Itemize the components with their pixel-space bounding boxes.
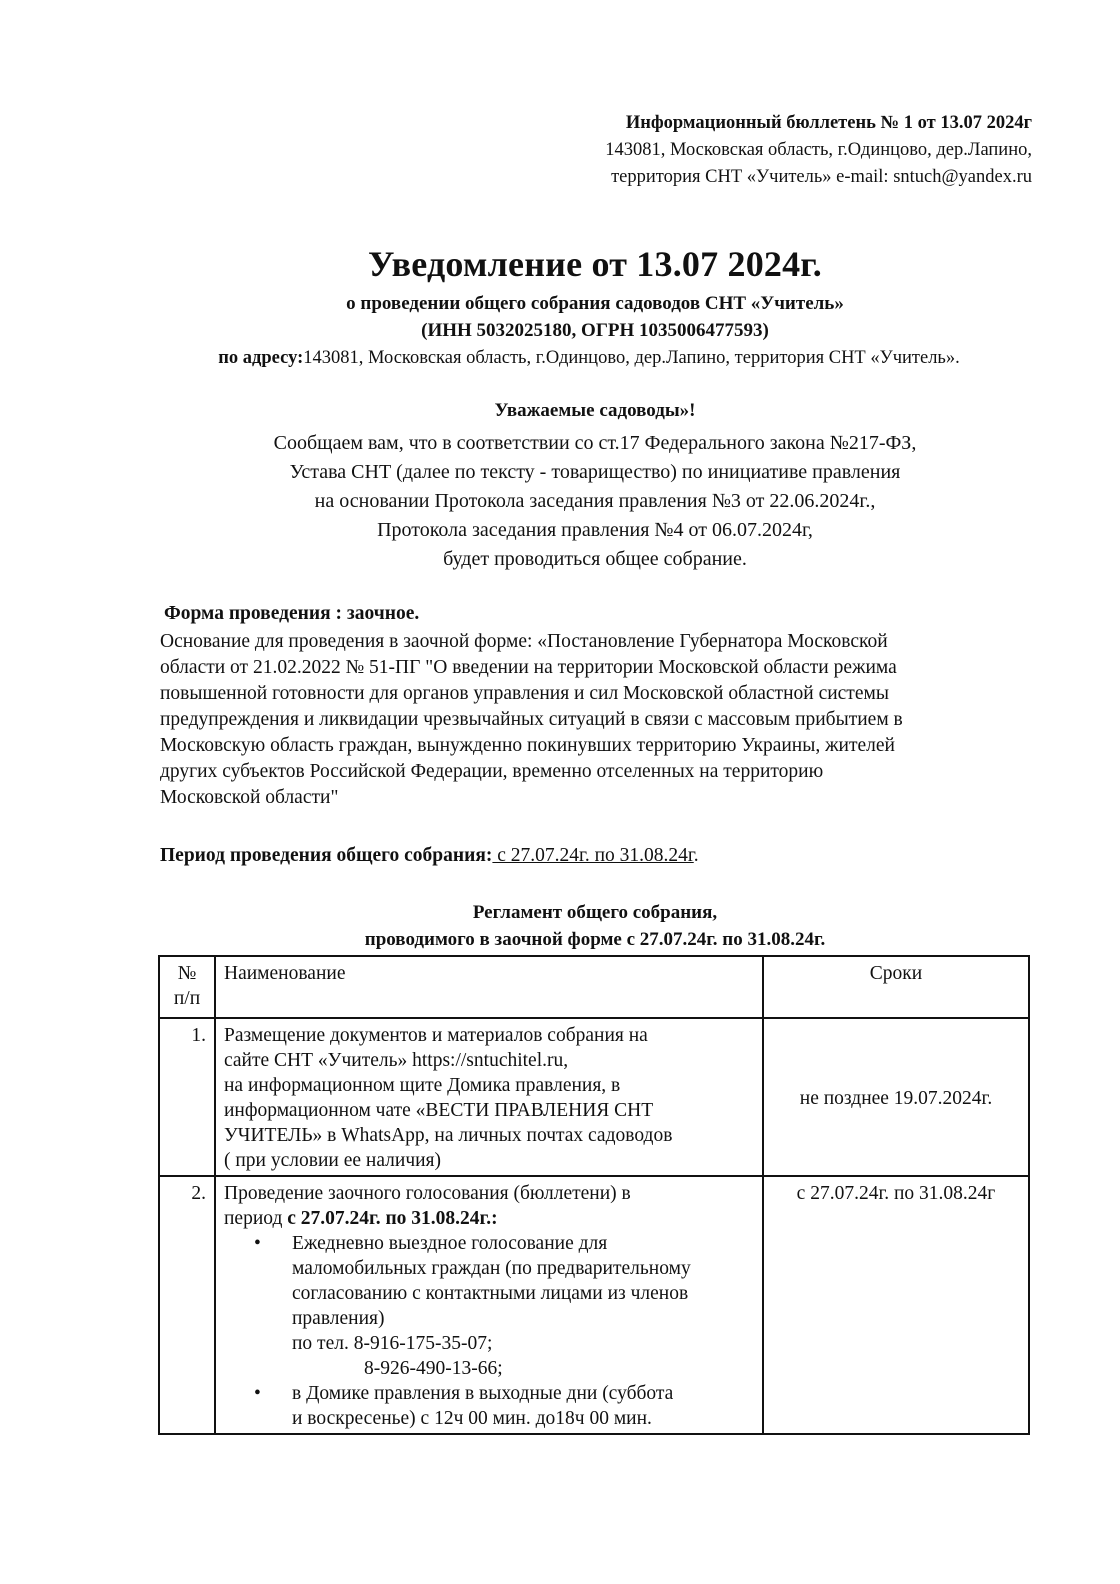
notice-ids: (ИНН 5032025180, ОГРН 1035006477593) bbox=[421, 320, 769, 341]
greeting: Уважаемые садоводы»! bbox=[494, 400, 696, 421]
form-basis bbox=[160, 629, 1040, 811]
basis-line: других субъектов Российской Федерации, временно отселенных на территорию bbox=[160, 761, 824, 782]
header-num-sub: п/п bbox=[173, 988, 201, 1009]
bullet-icon: • bbox=[254, 1383, 261, 1404]
desc-line: Проведение заочного голосования (бюллетени) в bbox=[224, 1183, 631, 1204]
bulletin-contact: территория СНТ «Учитель» e-mail: sntuch@yandex.ru bbox=[611, 167, 1032, 187]
table-header-row bbox=[159, 956, 1029, 1018]
desc-line: сайте СНТ «Учитель» https://sntuchitel.ru, bbox=[224, 1050, 569, 1071]
intro-paragraph bbox=[0, 429, 1120, 574]
notice-title: Уведомление от 13.07 2024г. bbox=[368, 244, 822, 284]
intro-line: будет проводиться общее собрание. bbox=[443, 548, 747, 570]
basis-line: Основание для проведения в заочной форме: «Постановление Губернатора Московской bbox=[160, 631, 888, 652]
desc-line: информационном чате «ВЕСТИ ПРАВЛЕНИЯ СНТ bbox=[224, 1100, 654, 1121]
intro-line: Протокола заседания правления №4 от 06.07.2024г, bbox=[377, 519, 813, 541]
row-description bbox=[215, 1018, 763, 1176]
basis-line: предупреждения и ликвидации чрезвычайных ситуаций в связи с массовым прибытием в bbox=[160, 709, 903, 730]
row-term: с 27.07.24г. по 31.08.24г bbox=[763, 1176, 1029, 1434]
address-label: по адресу: bbox=[218, 348, 304, 368]
period-prefix: период bbox=[224, 1208, 288, 1229]
intro-line: Устава СНТ (далее по тексту - товарищество) по инициативе правления bbox=[289, 461, 901, 483]
period-label: Период проведения общего собрания: bbox=[160, 845, 493, 866]
row-number: 2. bbox=[159, 1176, 215, 1434]
period-bold: с 27.07.24г. по 31.08.24г.: bbox=[287, 1208, 498, 1229]
basis-line: повышенной готовности для органов управления и сил Московской областной системы bbox=[160, 683, 889, 704]
bullet-item bbox=[224, 1231, 754, 1331]
row-number: 1. bbox=[159, 1018, 215, 1176]
basis-line: Московской области" bbox=[160, 787, 339, 808]
phone-primary: по тел. 8-916-175-35-07; bbox=[292, 1333, 493, 1354]
bulletin-header bbox=[605, 110, 1032, 191]
regulation-subtitle: проводимого в заочной форме с 27.07.24г. по 31.08.24г. bbox=[364, 929, 826, 950]
form-heading: Форма проведения : заочное. bbox=[164, 603, 420, 624]
bulletin-address: 143081, Московская область, г.Одинцово, дер.Лапино, bbox=[605, 140, 1032, 160]
header-term: Сроки bbox=[763, 956, 1029, 1018]
phone-secondary: 8-926-490-13-66; bbox=[364, 1358, 503, 1379]
intro-line: на основании Протокола заседания правления №3 от 22.06.2024г., bbox=[314, 490, 876, 512]
bullet-line: согласованию с контактными лицами из членов bbox=[292, 1283, 689, 1304]
desc-line bbox=[224, 1206, 754, 1231]
bullet-item bbox=[224, 1381, 754, 1431]
bullet-line: правления) bbox=[292, 1308, 385, 1329]
address-text: 143081, Московская область, г.Одинцово, дер.Лапино, территория СНТ «Учитель». bbox=[303, 348, 960, 368]
header-num: № bbox=[177, 963, 197, 984]
intro-line: Сообщаем вам, что в соответствии со ст.17 Федерального закона №217-ФЗ, bbox=[273, 432, 917, 454]
desc-line: ( при условии ее наличия) bbox=[224, 1150, 442, 1171]
bullet-line: Ежедневно выездное голосование для bbox=[292, 1233, 608, 1254]
basis-line: Московскую область граждан, вынужденно покинувших территорию Украины, жителей bbox=[160, 735, 895, 756]
row-term: не позднее 19.07.2024г. bbox=[763, 1018, 1029, 1176]
table-row bbox=[159, 1018, 1029, 1176]
regulation-table bbox=[158, 955, 1028, 1435]
desc-line: Размещение документов и материалов собрания на bbox=[224, 1025, 648, 1046]
notice-address bbox=[0, 348, 1120, 369]
bullet-line: маломобильных граждан (по предварительному bbox=[292, 1258, 691, 1279]
table-row bbox=[159, 1176, 1029, 1434]
period-tail: . bbox=[693, 845, 699, 866]
bullet-icon: • bbox=[254, 1233, 261, 1254]
header-num-cell bbox=[159, 956, 215, 1018]
notice-subtitle: о проведении общего собрания садоводов СНТ «Учитель» bbox=[346, 293, 844, 314]
header-name: Наименование bbox=[215, 956, 763, 1018]
row-description bbox=[215, 1176, 763, 1434]
bullet-line: в Домике правления в выходные дни (суббота bbox=[292, 1383, 674, 1404]
regulation-title: Регламент общего собрания, bbox=[472, 902, 718, 923]
period-value: с 27.07.24г. по 31.08.24г bbox=[492, 845, 694, 866]
desc-line: УЧИТЕЛЬ» в WhatsApp, на личных почтах садоводов bbox=[224, 1125, 673, 1146]
basis-line: области от 21.02.2022 № 51-ПГ "О введении на территории Московской области режима bbox=[160, 657, 897, 678]
desc-line: на информационном щите Домика правления, в bbox=[224, 1075, 621, 1096]
bulletin-number: Информационный бюллетень № 1 от 13.07 2024г bbox=[625, 113, 1032, 133]
bullet-line: и воскресенье) с 12ч 00 мин. до18ч 00 мин. bbox=[292, 1408, 652, 1429]
period-line bbox=[160, 843, 1040, 869]
